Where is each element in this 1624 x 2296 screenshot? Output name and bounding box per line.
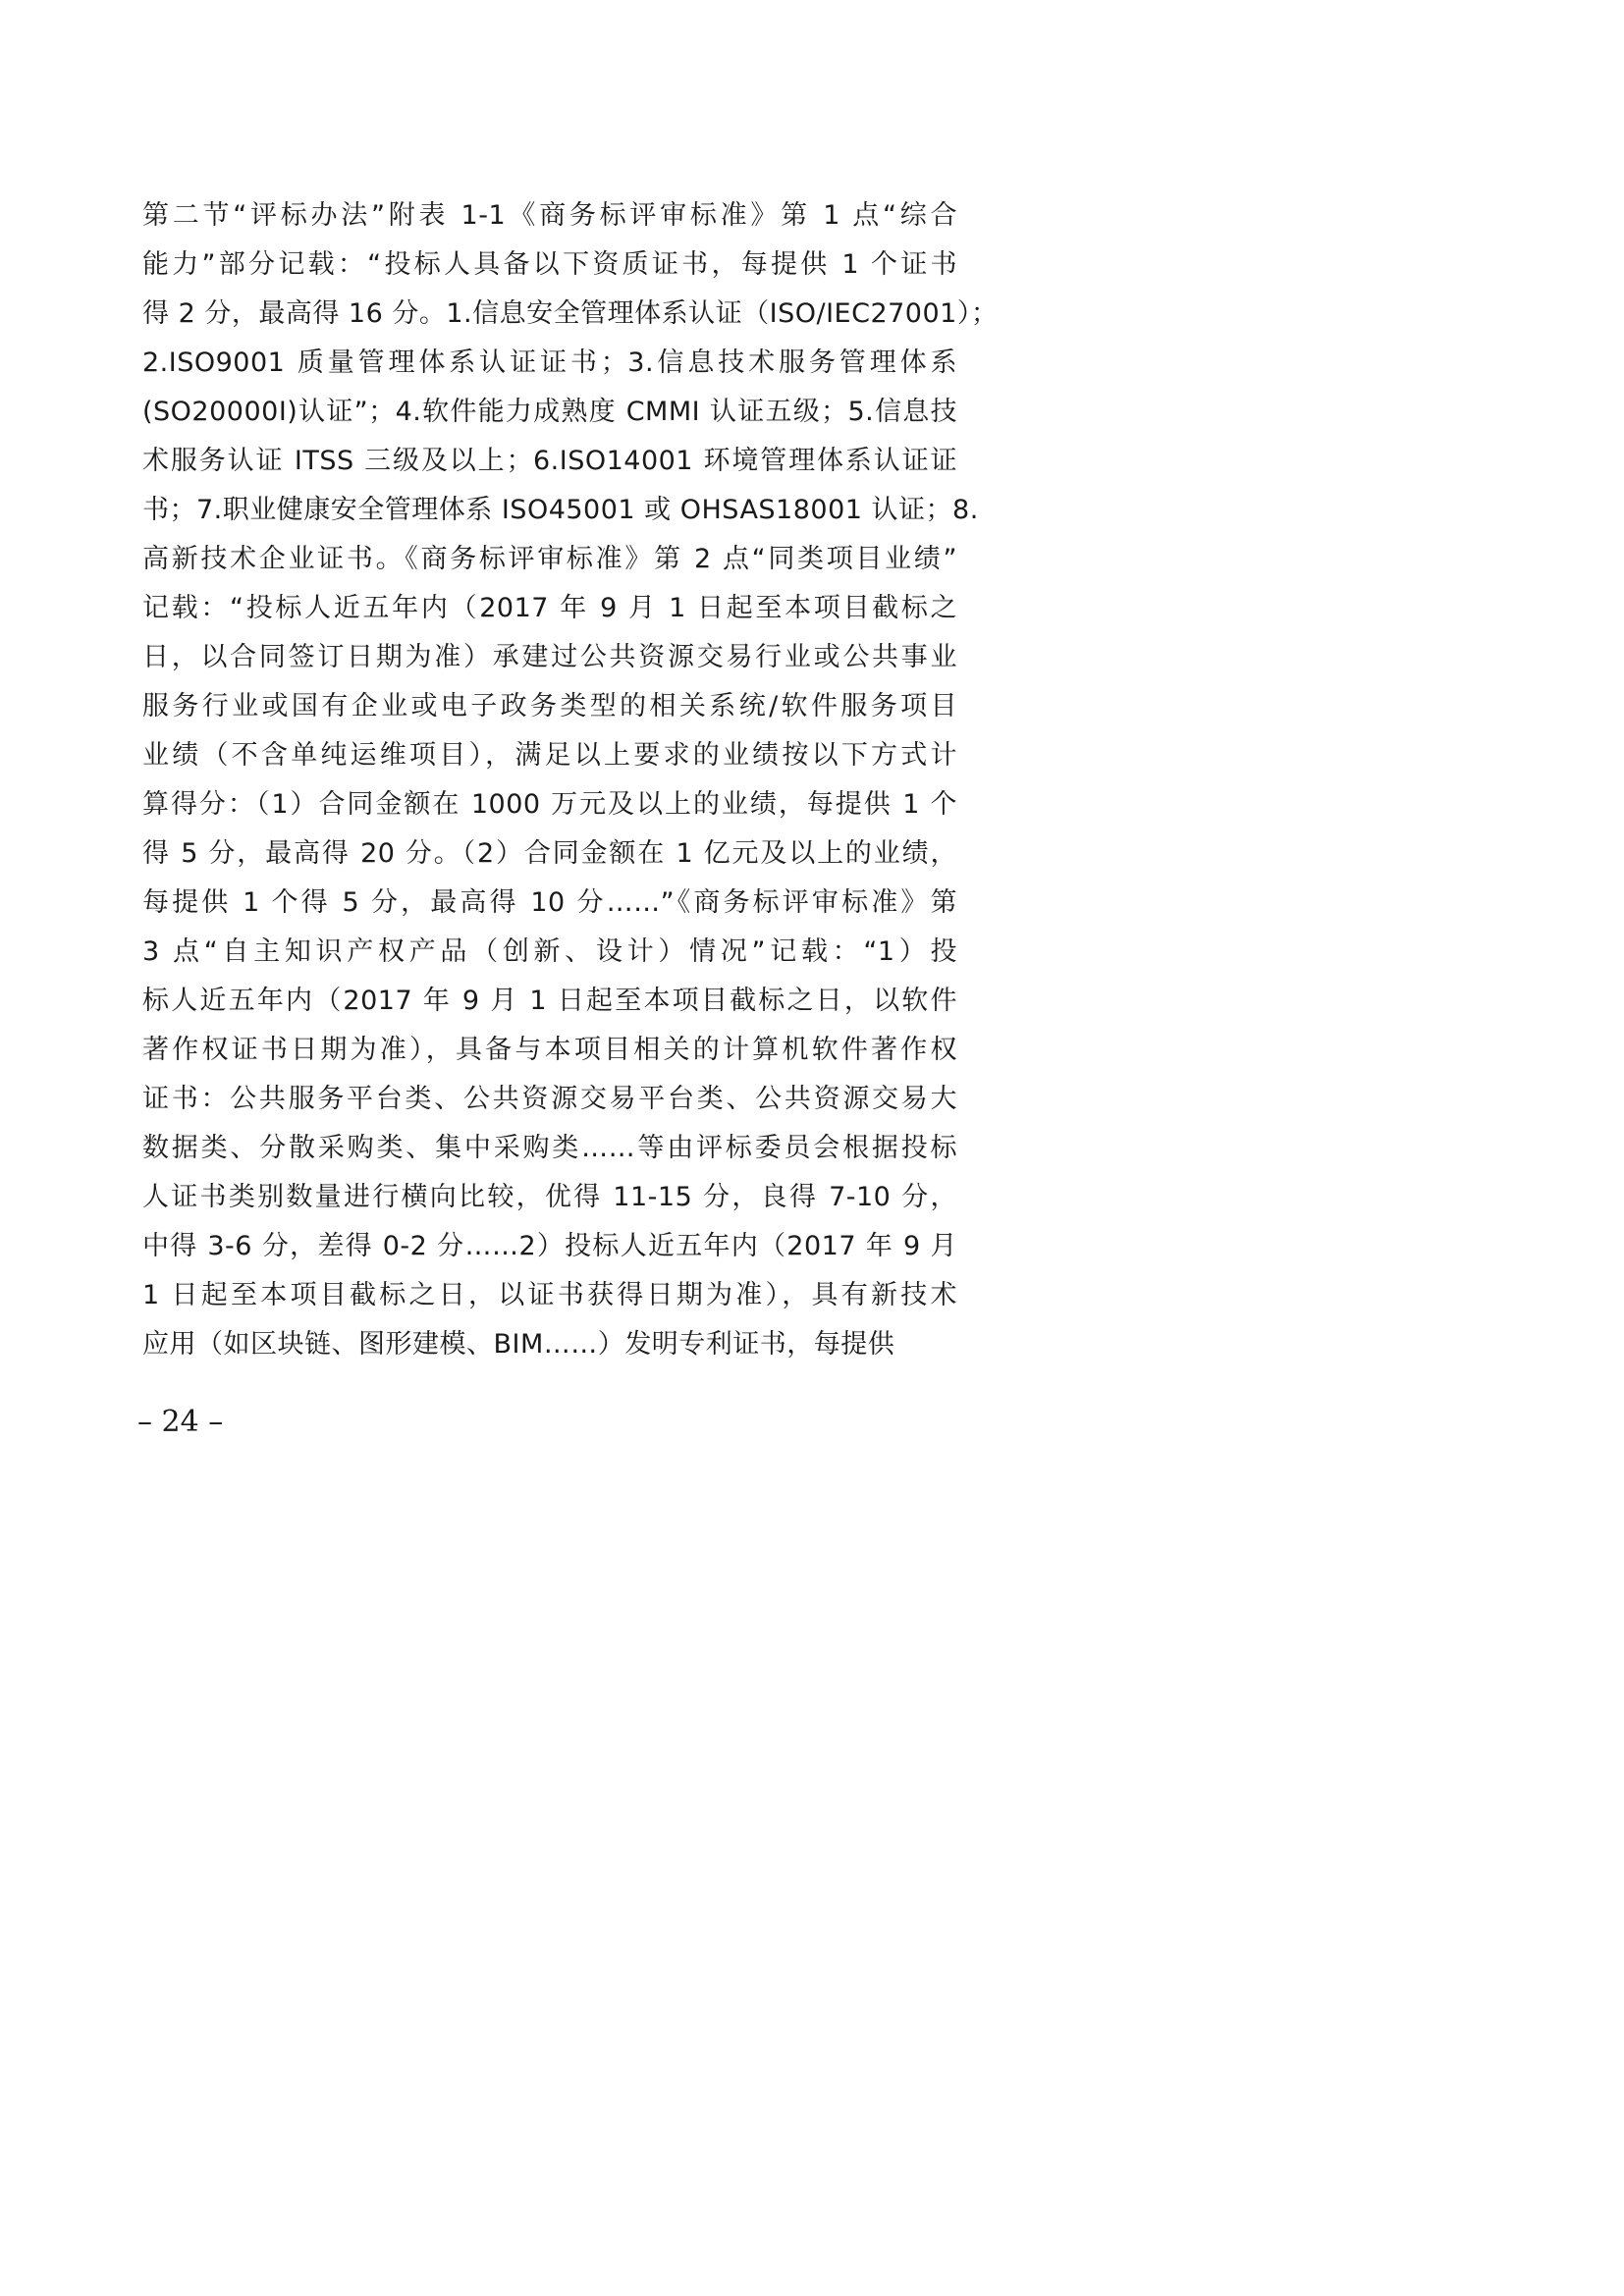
text-line: 服务行业或国有企业或电子政务类型的相关系统/软件服务项目 <box>142 691 957 721</box>
text-line: 第二节“评标办法”附表 1-1《商务标评审标准》第 1 点“综合 <box>142 200 957 231</box>
text-line: 人证书类别数量进行横向比较，优得 11-15 分，良得 7-10 分， <box>142 1182 957 1212</box>
text-line: 应用（如区块链、图形建模、BIM……）发明专利证书，每提供 <box>142 1329 895 1360</box>
text-line: 术服务认证 ITSS 三级及以上；6.ISO14001 环境管理体系认证证 <box>142 446 957 476</box>
text-line: 书；7.职业健康安全管理体系 ISO45001 或 OHSAS18001 认证；8. <box>142 495 979 525</box>
text-line: 数据类、分散采购类、集中采购类……等由评标委员会根据投标 <box>142 1133 957 1163</box>
text-line: 算得分：（1）合同金额在 1000 万元及以上的业绩，每提供 1 个 <box>142 789 957 820</box>
page-number: – 24 – <box>137 1405 224 1439</box>
document-page <box>0 0 1080 1527</box>
text-line: (SO20000I)认证”；4.软件能力成熟度 CMMI 认证五级；5.信息技 <box>142 397 957 427</box>
text-line: 记载：“投标人近五年内（2017 年 9 月 1 日起至本项目截标之 <box>142 593 957 623</box>
text-line: 中得 3-6 分，差得 0-2 分……2）投标人近五年内（2017 年 9 月 <box>142 1231 957 1261</box>
text-line: 2.ISO9001 质量管理体系认证证书；3.信息技术服务管理体系 <box>142 347 957 378</box>
text-line: 得 5 分，最高得 20 分。（2）合同金额在 1 亿元及以上的业绩， <box>142 838 957 869</box>
text-line: 标人近五年内（2017 年 9 月 1 日起至本项目截标之日，以软件 <box>142 986 957 1016</box>
text-line: 得 2 分，最高得 16 分。1.信息安全管理体系认证（ISO/IEC27001）； <box>142 298 999 329</box>
text-line: 3 点“自主知识产权产品（创新、设计）情况”记载：“1）投 <box>142 936 957 967</box>
text-line: 每提供 1 个得 5 分，最高得 10 分……”《商务标评审标准》第 <box>142 887 957 918</box>
body-paragraph <box>142 191 999 1369</box>
text-line: 1 日起至本项目截标之日，以证书获得日期为准），具有新技术 <box>142 1280 957 1310</box>
text-line: 日，以合同签订日期为准）承建过公共资源交易行业或公共事业 <box>142 642 957 672</box>
text-line: 业绩（不含单纯运维项目），满足以上要求的业绩按以下方式计 <box>142 740 957 771</box>
text-line: 证书：公共服务平台类、公共资源交易平台类、公共资源交易大 <box>142 1084 957 1114</box>
text-line: 著作权证书日期为准），具备与本项目相关的计算机软件著作权 <box>142 1035 957 1065</box>
text-line: 能力”部分记载：“投标人具备以下资质证书，每提供 1 个证书 <box>142 249 957 280</box>
text-line: 高新技术企业证书。《商务标评审标准》第 2 点“同类项目业绩” <box>142 544 957 574</box>
